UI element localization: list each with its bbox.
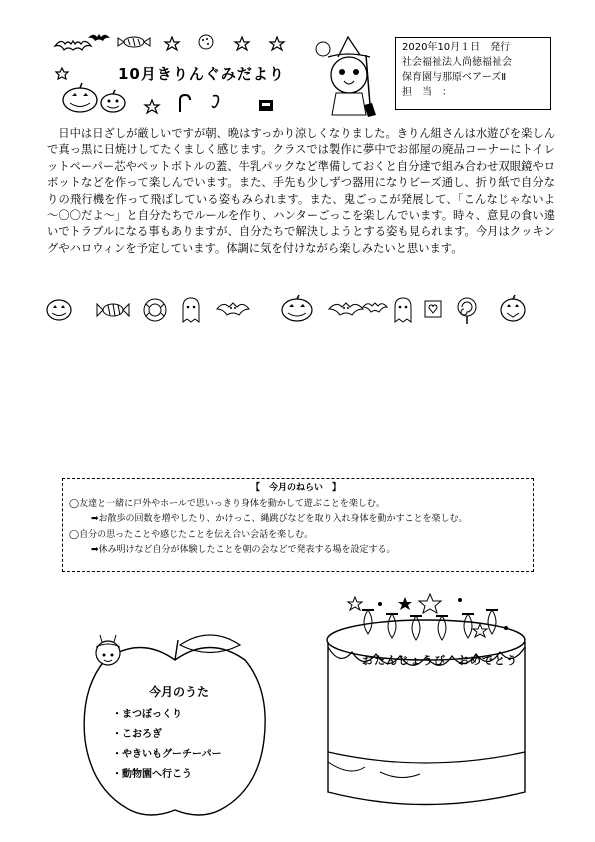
star-icon bbox=[270, 37, 284, 50]
star-icon bbox=[348, 597, 362, 610]
nursery-name: 保育園与那原ベアーズⅡ bbox=[402, 72, 507, 83]
witch-character-icon bbox=[316, 37, 376, 117]
decoration-dot bbox=[504, 626, 508, 630]
candy-ring-icon bbox=[144, 299, 166, 321]
decoration-dot bbox=[378, 602, 382, 606]
issue-date: 2020年10月１日 発行 bbox=[402, 42, 511, 53]
strawberry-icon bbox=[362, 610, 374, 634]
gift-icon bbox=[259, 100, 273, 111]
cookie-icon bbox=[199, 35, 213, 49]
star-icon bbox=[145, 100, 159, 113]
pumpkin-icon bbox=[501, 295, 525, 321]
bat-icon bbox=[363, 303, 387, 312]
star-icon bbox=[398, 597, 412, 610]
heart-box-icon bbox=[425, 301, 441, 317]
intro-text bbox=[47, 126, 555, 257]
bat-icon bbox=[217, 303, 249, 315]
star-icon bbox=[235, 37, 249, 50]
teacher-in-charge: 担 当 ： bbox=[402, 87, 452, 98]
candy-cane-icon bbox=[180, 95, 190, 112]
intro-paragraph: 日中は日ざしが厳しいですが朝、晩はすっかり涼しくなりました。きりん組さんは水遊びを楽しんで真っ黒に日焼けしてたくましく感じます。クラスでは製作に夢中でお部屋の廃品コーナーにトイレットペーパー芯やペットボトルの蓋、牛乳パックなど準備しておくと自分達で組み合わせ双眼鏡やロボットなどを作って楽しんでいます。また、手先も少しずつ器用になりビーズ通し、折り紙で自分なりの飛行機を作って飛ばしている姿もみられます。また、鬼ごっこが発展して、「こんなじゃないよ～〇〇だよ～」と自分たちでルールを作り、ハンターごっこを楽しんでいます。時々、意見の食い違いでトラブルになる事もありますが、自分たちで解決しようとする姿も見られます。今月はクッキングやハロウィンを予定しています。体調に気を付けながら楽しみたいと思います。 bbox=[47, 127, 555, 255]
candy-icon bbox=[97, 304, 129, 316]
organization-name: 社会福祉法人尚徳福祉会 bbox=[402, 57, 512, 68]
bat-icon bbox=[88, 34, 110, 41]
worm-icon bbox=[96, 635, 120, 665]
lollipop-icon bbox=[458, 298, 476, 324]
newsletter-title: 10月きりんぐみだより bbox=[118, 65, 285, 83]
aim-subitem: ➡休み明けなど自分が体験したことを朝の会などで発表する場を設定する。 bbox=[91, 545, 396, 555]
decoration-dot bbox=[458, 598, 462, 602]
pumpkin-icon bbox=[63, 83, 97, 112]
ghost-icon bbox=[395, 298, 411, 322]
birthday-cake-illustration bbox=[320, 592, 535, 812]
list-item: ・やきいもグーチーパー bbox=[112, 749, 222, 760]
ghost-icon bbox=[183, 298, 199, 322]
bat-icon bbox=[329, 303, 363, 315]
monthly-aims-box bbox=[62, 478, 534, 572]
bat-icon bbox=[55, 41, 91, 50]
list-item: ・まつぼっくり bbox=[112, 709, 182, 720]
aim-item: ◯友達と一緒に戸外やホールで思いっきり身体を動かして遊ぶことを楽しむ。 bbox=[69, 498, 385, 509]
songs-title: 今月のうた bbox=[148, 685, 209, 699]
star-icon bbox=[473, 624, 487, 637]
candy-icon bbox=[118, 37, 150, 47]
aim-item: ◯自分の思ったことや感じたことを伝え合い会話を楽しむ。 bbox=[69, 529, 314, 540]
songs-list bbox=[112, 705, 222, 785]
aims-title: 【 今月のねらい 】 bbox=[250, 483, 341, 493]
strawberry-icon bbox=[462, 614, 474, 638]
pumpkin-icon bbox=[47, 300, 71, 320]
list-item: ・動物園へ行こう bbox=[112, 769, 192, 780]
halloween-icon-row bbox=[45, 295, 550, 325]
pumpkin-icon bbox=[282, 295, 312, 321]
star-icon bbox=[165, 37, 179, 50]
issue-info-box bbox=[395, 37, 551, 110]
pumpkin-icon bbox=[101, 90, 125, 112]
star-icon bbox=[56, 68, 68, 79]
star-icon bbox=[419, 594, 441, 613]
strawberry-icon bbox=[486, 610, 498, 634]
list-item: ・こおろぎ bbox=[112, 729, 162, 740]
lollipop-icon bbox=[212, 96, 218, 108]
aim-subitem: ➡お散歩の回数を増やしたり、かけっこ、縄跳びなどを取り入れ身体を動かすことを楽しむ。 bbox=[91, 514, 468, 524]
strawberry-icon bbox=[386, 614, 398, 638]
birthday-message: おたんじょうび おめでとう bbox=[362, 654, 518, 667]
